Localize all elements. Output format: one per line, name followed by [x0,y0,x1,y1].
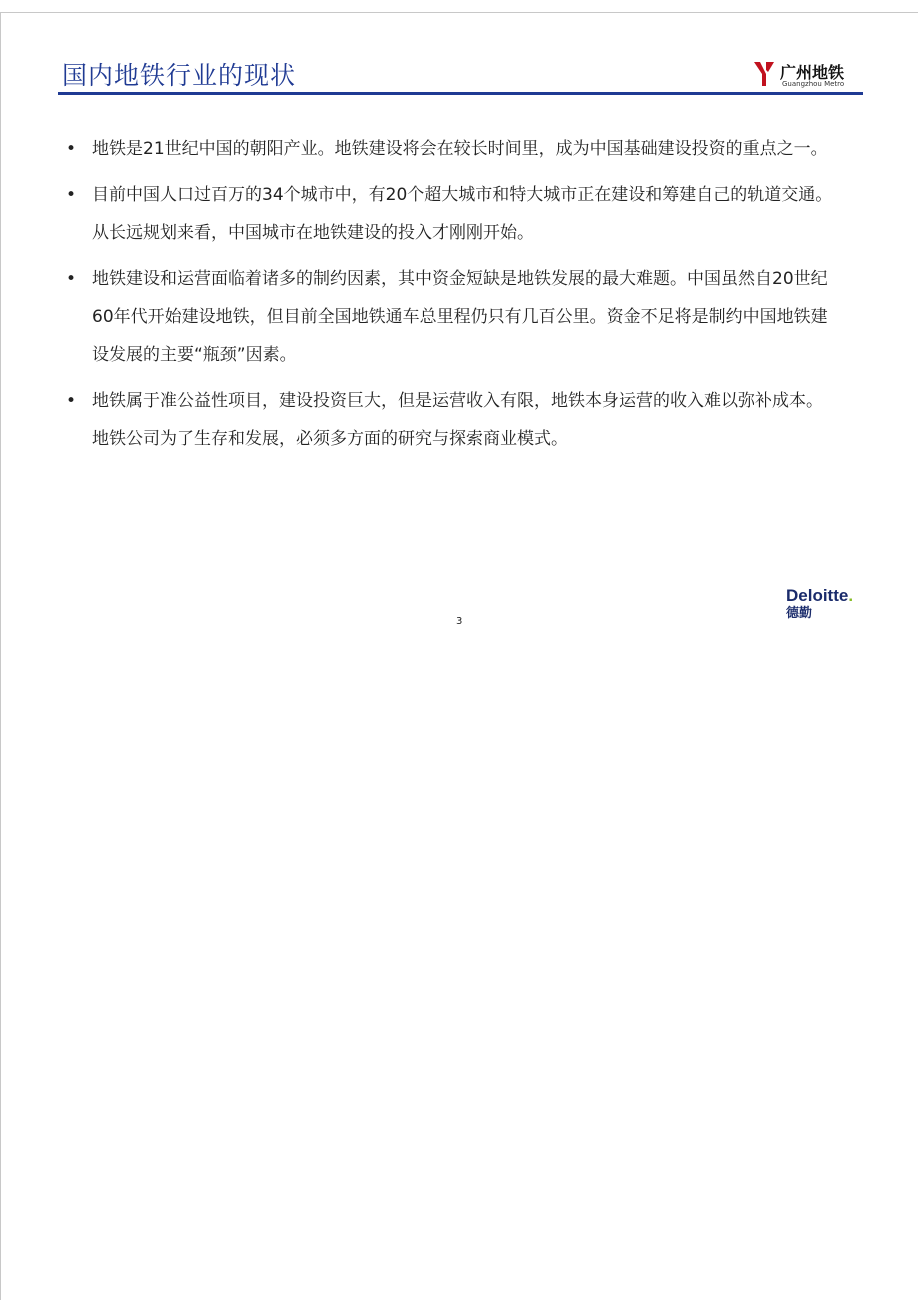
list-item [66,260,836,374]
page-title: 国内地铁行业的现状 [62,61,297,90]
bullet-icon: • [66,139,77,159]
bullet-icon: • [66,269,77,289]
page-number: 3 [456,616,463,627]
metro-emblem-icon [752,60,778,88]
deloitte-english-name: Deloitte [786,586,849,605]
deloitte-dot-icon: . [848,586,854,605]
deloitte-wordmark [786,586,876,606]
logo-english-name: Guangzhou Metro [782,80,845,88]
bullet-icon: • [66,185,77,205]
list-item [66,176,836,252]
bullet-icon: • [66,391,77,411]
list-item [66,130,836,168]
list-item [66,382,836,458]
deloitte-logo [786,586,876,626]
bullet-text: 地铁属于准公益性项目，建设投资巨大，但是运营收入有限，地铁本身运营的收入难以弥补成本。地铁公司为了生存和发展，必须多方面的研究与探索商业模式。 [92,391,823,449]
deloitte-chinese-name: 德勤 [786,606,813,621]
bullet-list [66,130,836,466]
title-divider [58,92,863,95]
guangzhou-metro-logo [752,58,864,90]
logo-chinese-name: 广州地铁 [780,63,845,82]
bullet-text: 地铁是21世纪中国的朝阳产业。地铁建设将会在较长时间里，成为中国基础建设投资的重点之一。 [92,139,828,159]
bullet-text: 目前中国人口过百万的34个城市中，有20个超大城市和特大城市正在建设和筹建自己的轨道交通。从长远规划来看，中国城市在地铁建设的投入才刚刚开始。 [92,185,833,243]
bullet-text: 地铁建设和运营面临着诸多的制约因素，其中资金短缺是地铁发展的最大难题。中国虽然自20世纪60年代开始建设地铁，但目前全国地铁通车总里程仍只有几百公里。资金不足将是制约中国地铁建设发展的主要“瓶颈”因素。 [92,269,828,365]
